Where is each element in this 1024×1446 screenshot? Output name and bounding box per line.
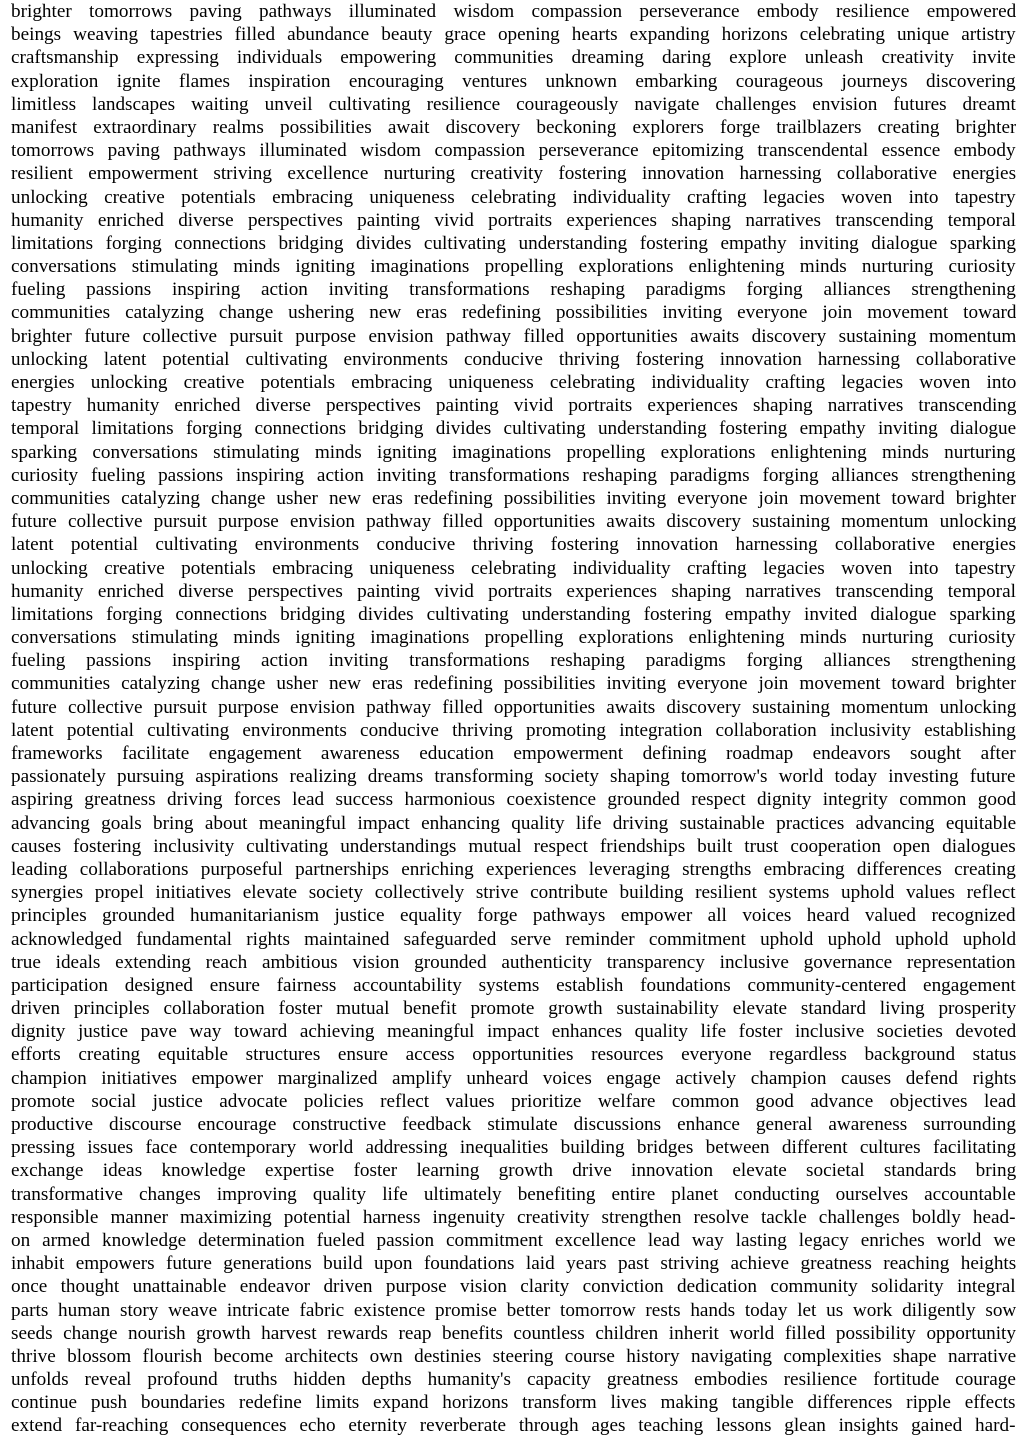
text-line: productive discourse encourage constructive feedback stimulate discussions enhance general awareness surrounding (11, 1114, 1016, 1135)
text-line: limitations forging connections bridging divides cultivating understanding fostering empathy invited dialogue sparking (11, 603, 1016, 625)
text-line: future collective pursuit purpose envision pathway filled opportunities awaits discovery sustaining momentum unlocking (11, 511, 1016, 533)
text-line: fueling passions inspiring action inviting transformations reshaping paradigms forging alliances strengthening (11, 279, 1016, 301)
text-line: exchange ideas knowledge expertise foster learning growth drive innovation elevate societal standards bring (11, 1160, 1016, 1182)
text-line: seeds change nourish growth harvest rewards reap benefits countless children inherit world filled possibility opportunity (11, 1322, 1016, 1344)
text-line: temporal limitations forging connections bridging divides cultivating understanding fostering empathy inviting dialogue (11, 418, 1016, 440)
text-line: dignity justice pave way toward achieving meaningful impact enhances quality life foster inclusive societies devoted (11, 1021, 1016, 1043)
text-line: advancing goals bring about meaningful impact enhancing quality life driving sustainable practices advancing equitable (11, 812, 1016, 834)
text-line: acknowledged fundamental rights maintained safeguarded serve reminder commitment uphold uphold uphold uphold (11, 928, 1016, 950)
text-line: latent potential cultivating environments conducive thriving promoting integration collaboration inclusivity establishing (11, 719, 1016, 741)
text-line: curiosity fueling passions inspiring action inviting transformations reshaping paradigms forging alliances strengthening (11, 464, 1016, 486)
text-line: unlocking creative potentials embracing uniqueness celebrating individuality crafting legacies woven into tapestry (11, 557, 1016, 579)
text-line: driven principles collaboration foster mutual benefit promote growth sustainability elevate standard living prosperity (11, 998, 1016, 1020)
text-line: efforts creating equitable structures ensure access opportunities resources everyone regardless background status (11, 1044, 1016, 1066)
text-line: tomorrows paving pathways illuminated wisdom compassion perseverance epitomizing transcendental essence embody (11, 140, 1016, 162)
text-line: tapestry humanity enriched diverse perspectives painting vivid portraits experiences shaping narratives transcending (11, 395, 1016, 417)
text-line: resilient empowerment striving excellence nurturing creativity fostering innovation harnessing collaborative energies (11, 163, 1016, 185)
text-line: unlocking latent potential cultivating environments conducive thriving fostering innovation harnessing collaborative (11, 348, 1016, 370)
text-line: causes fostering inclusivity cultivating understandings mutual respect friendships built trust cooperation open dialogues (11, 835, 1016, 857)
text-line: communities catalyzing change usher new eras redefining possibilities inviting everyone join movement toward brighter (11, 673, 1016, 695)
text-line: extend far-reaching consequences echo eternity reverberate through ages teaching lessons glean insights gained hard- (11, 1415, 1016, 1437)
text-line: participation designed ensure fairness accountability systems establish foundations community-centered engagement (11, 974, 1016, 996)
text-line: conversations stimulating minds igniting imaginations propelling explorations enlightening minds nurturing curiosity (11, 256, 1016, 278)
text-line: craftsmanship expressing individuals empowering communities dreaming daring explore unleash creativity invite (11, 47, 1016, 69)
text-line: beings weaving tapestries filled abundance beauty grace opening hearts expanding horizons celebrating unique artistry (11, 24, 1016, 46)
text-line: promote social justice advocate policies reflect values prioritize welfare common good advance objectives lead (11, 1090, 1016, 1112)
text-line: humanity enriched diverse perspectives painting vivid portraits experiences shaping narratives transcending temporal (11, 209, 1016, 231)
text-line: future collective pursuit purpose envision pathway filled opportunities awaits discovery sustaining momentum unlocking (11, 696, 1016, 718)
text-line: pressing issues face contemporary world addressing inequalities building bridges between different cultures facilitating (11, 1137, 1016, 1159)
text-line: limitations forging connections bridging divides cultivating understanding fostering empathy inviting dialogue sparking (11, 232, 1016, 254)
text-line: on armed knowledge determination fueled passion commitment excellence lead way lasting legacy enriches world we (11, 1229, 1016, 1251)
text-line: once thought unattainable endeavor driven purpose vision clarity conviction dedication community solidarity integral (11, 1276, 1016, 1298)
text-line: communities catalyzing change usher new eras redefining possibilities inviting everyone join movement toward brighter (11, 487, 1016, 509)
text-line: brighter future collective pursuit purpose envision pathway filled opportunities awaits discovery sustaining momentum (11, 325, 1016, 347)
text-line: sparking conversations stimulating minds igniting imaginations propelling explorations enlightening minds nurturing (11, 441, 1016, 463)
text-line: limitless landscapes waiting unveil cultivating resilience courageously navigate challenges envision futures dreamt (11, 93, 1016, 115)
text-line: exploration ignite flames inspiration encouraging ventures unknown embarking courageous journeys discovering (11, 70, 1016, 92)
text-line: thrive blossom flourish become architects own destinies steering course history navigating complexities shape narrative (11, 1345, 1016, 1367)
text-line: unlocking creative potentials embracing uniqueness celebrating individuality crafting legacies woven into tapestry (11, 186, 1016, 208)
text-line: latent potential cultivating environments conducive thriving fostering innovation harnessing collaborative energies (11, 534, 1016, 556)
text-line: parts human story weave intricate fabric existence promise better tomorrow rests hands today let us work diligently sow (11, 1299, 1016, 1321)
text-line: inhabit empowers future generations build upon foundations laid years past striving achieve greatness reaching heights (11, 1253, 1016, 1275)
text-line: fueling passions inspiring action inviting transformations reshaping paradigms forging alliances strengthening (11, 650, 1016, 672)
text-line: leading collaborations purposeful partnerships enriching experiences leveraging strengths embracing differences creating (11, 858, 1016, 880)
text-line: brighter tomorrows paving pathways illuminated wisdom compassion perseverance embody resilience empowered (11, 1, 1016, 22)
text-line: true ideals extending reach ambitious vision grounded authenticity transparency inclusive governance representation (11, 951, 1016, 973)
text-line: energies unlocking creative potentials embracing uniqueness celebrating individuality crafting legacies woven into (11, 372, 1016, 393)
text-line: frameworks facilitate engagement awareness education empowerment defining roadmap endeavors sought after (11, 743, 1016, 764)
text-line: champion initiatives empower marginalized amplify unheard voices engage actively champion causes defend rights (11, 1067, 1016, 1089)
text-line: principles grounded humanitarianism justice equality forge pathways empower all voices heard valued recognized (11, 905, 1016, 927)
text-line: passionately pursuing aspirations realizing dreams transforming society shaping tomorrow's world today investing future (11, 766, 1016, 788)
text-line: communities catalyzing change ushering new eras redefining possibilities inviting everyone join movement toward (11, 302, 1016, 324)
text-line: transformative changes improving quality life ultimately benefiting entire planet conducting ourselves accountable (11, 1183, 1016, 1205)
text-line: manifest extraordinary realms possibilities await discovery beckoning explorers forge trailblazers creating brighter (11, 116, 1016, 138)
text-line: synergies propel initiatives elevate society collectively strive contribute building resilient systems uphold values reflect (11, 882, 1016, 904)
text-line: unfolds reveal profound truths hidden depths humanity's capacity greatness embodies resilience fortitude courage (11, 1369, 1016, 1391)
text-line: conversations stimulating minds igniting imaginations propelling explorations enlightening minds nurturing curiosity (11, 627, 1016, 649)
text-line: aspiring greatness driving forces lead success harmonious coexistence grounded respect dignity integrity common good (11, 789, 1016, 811)
text-line: continue push boundaries redefine limits expand horizons transform lives making tangible differences ripple effects (11, 1392, 1016, 1414)
text-line: humanity enriched diverse perspectives painting vivid portraits experiences shaping narratives transcending temporal (11, 580, 1016, 602)
text-line: responsible manner maximizing potential harness ingenuity creativity strengthen resolve tackle challenges boldly head- (11, 1206, 1016, 1228)
